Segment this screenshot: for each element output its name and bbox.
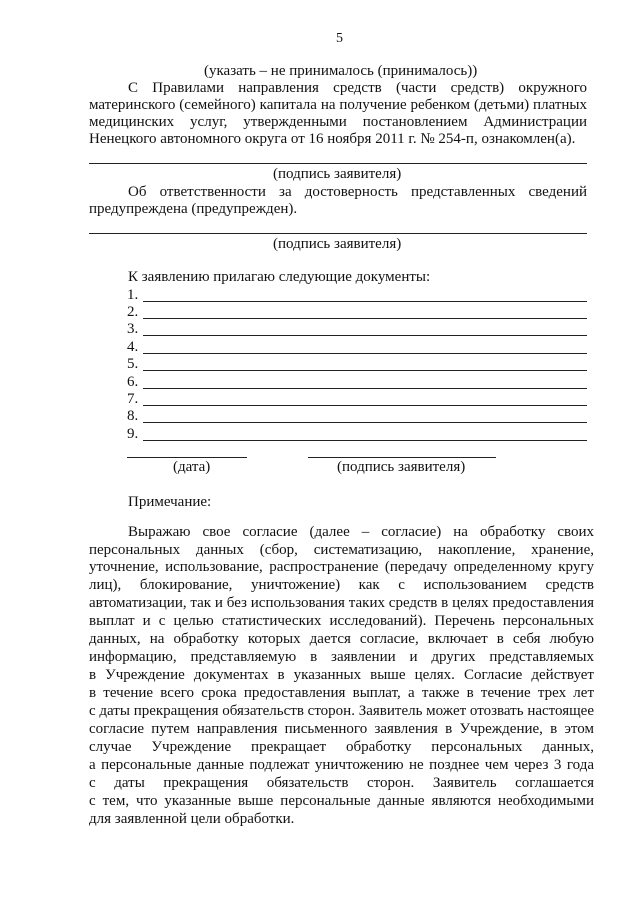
clause1-line2: материнского (семейного) капитала на получение ребенком (детьми) платных [89, 97, 587, 113]
attachment-line [127, 304, 587, 320]
attachment-line [127, 391, 587, 407]
date-caption: (дата) [173, 459, 211, 475]
signature-caption-3: (подпись заявителя) [337, 459, 466, 475]
attachment-number: 6. [127, 374, 139, 390]
attachment-line [127, 408, 587, 424]
note-line: выплат и с целью статистических исследований). Перечень персональных [89, 613, 594, 629]
note-line: данных, на обработку которых дается согласие, включает в себя любую [89, 631, 594, 647]
signature-line-2 [89, 233, 587, 234]
attachment-number: 4. [127, 339, 139, 355]
note-line: лиц), блокирование, уничтожение) как с использованием средств [89, 577, 594, 593]
clause2-line1: Об ответственности за достоверность представленных сведений [128, 184, 587, 200]
note-line: с даты прекращения обязательств сторон. Заявитель может отозвать настоящее [89, 703, 594, 719]
attachment-number: 7. [127, 391, 139, 407]
instruction-text: (указать – не принималось (принималось)) [204, 63, 478, 79]
clause2-line2: предупреждена (предупрежден). [89, 201, 298, 217]
note-line: персональных данных (сбор, систематизацию, накопление, хранение, [89, 542, 594, 558]
attachment-number: 1. [127, 287, 139, 303]
note-line: в течение всего срока предоставления выплат, а также в течение трех лет [89, 685, 594, 701]
date-line [127, 457, 247, 458]
clause1-line3: медицинских услуг, утвержденными постановлением Администрации [89, 114, 587, 130]
note-line: автоматизации, так и без использования таких средств в целях предоставления [89, 595, 594, 611]
note-line: для заявленной цели обработки. [89, 811, 295, 827]
signature-caption-1: (подпись заявителя) [273, 166, 402, 182]
clause1-line4: Ненецкого автономного округа от 16 ноября 2011 г. № 254-п, ознакомлен(а). [89, 131, 576, 147]
attachment-number: 8. [127, 408, 139, 424]
note-line: уточнение, использование, распространение (передачу определенному кругу [89, 559, 594, 575]
note-line: Выражаю свое согласие (далее – согласие) на обработку своих [128, 524, 594, 540]
attachment-line [127, 287, 587, 303]
note-heading: Примечание: [128, 494, 212, 510]
note-line: с даты прекращения обязательств сторон. Заявитель соглашается [89, 775, 594, 791]
signature-line-1 [89, 163, 587, 164]
attachment-line [127, 356, 587, 372]
attachments-heading: К заявлению прилагаю следующие документы: [128, 269, 431, 285]
page-number: 5 [336, 31, 343, 46]
note-line: в Учреждение документах в указанных выше целях. Согласие действует [89, 667, 594, 683]
note-line: случае Учреждение прекращает обработку персональных данных, [89, 739, 594, 755]
attachment-number: 9. [127, 426, 139, 442]
attachment-number: 2. [127, 304, 139, 320]
attachment-number: 5. [127, 356, 139, 372]
attachment-line [127, 374, 587, 390]
signature-line-3 [308, 457, 496, 458]
clause1-line1: С Правилами направления средств (части средств) окружного [128, 80, 587, 96]
note-line: согласие путем направления письменного заявления в Учреждение, в этом [89, 721, 594, 737]
note-line: с тем, что указанные выше персональные данные являются необходимыми [89, 793, 594, 809]
attachment-line [127, 321, 587, 337]
note-line: информацию, представляемую в заявлении и других представляемых [89, 649, 594, 665]
attachment-number: 3. [127, 321, 139, 337]
signature-caption-2: (подпись заявителя) [273, 236, 402, 252]
attachment-line [127, 426, 587, 442]
attachment-line [127, 339, 587, 355]
note-line: а персональные данные подлежат уничтожению не позднее чем через 3 года [89, 757, 594, 773]
